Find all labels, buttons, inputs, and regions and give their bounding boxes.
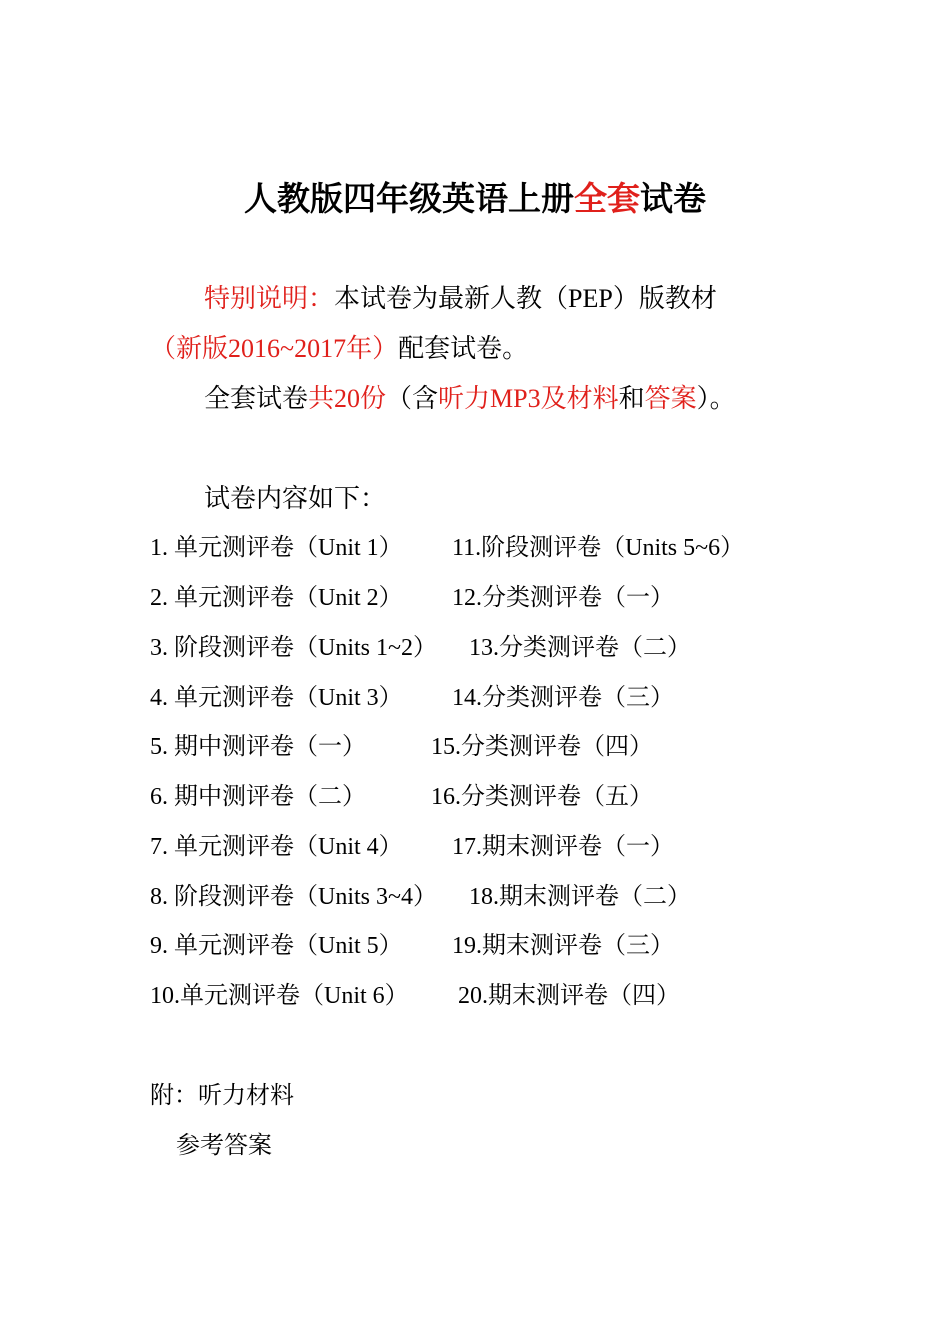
list-item: 1. 单元测评卷（Unit 1） bbox=[150, 535, 403, 561]
page-title bbox=[0, 176, 950, 224]
intro-line-3 bbox=[204, 381, 736, 417]
intro-3e: 和 bbox=[618, 384, 645, 413]
list-item: 13.分类测评卷（二） bbox=[469, 635, 691, 661]
list-item: 18.期末测评卷（二） bbox=[469, 884, 691, 910]
list-item: 20.期末测评卷（四） bbox=[458, 983, 680, 1009]
list-item: 17.期末测评卷（一） bbox=[452, 834, 674, 860]
list-item: 6. 期中测评卷（二） bbox=[150, 784, 366, 810]
intro-text-1: 本试卷为最新人教（PEP）版教材 bbox=[334, 284, 717, 313]
list-item: 7. 单元测评卷（Unit 4） bbox=[150, 834, 403, 860]
list-item: 10.单元测评卷（Unit 6） bbox=[150, 983, 409, 1009]
list-item: 5. 期中测评卷（一） bbox=[150, 734, 366, 760]
list-item: 12.分类测评卷（一） bbox=[452, 585, 674, 611]
list-item: 14.分类测评卷（三） bbox=[452, 685, 674, 711]
intro-edition: （新版2016~2017年） bbox=[150, 334, 399, 363]
title-part2: 试卷 bbox=[640, 182, 706, 218]
list-item: 15.分类测评卷（四） bbox=[431, 734, 653, 760]
intro-label: 特别说明： bbox=[204, 284, 335, 313]
intro-text-2: 配套试卷。 bbox=[398, 334, 529, 363]
list-item: 3. 阶段测评卷（Units 1~2） bbox=[150, 635, 437, 661]
appendix-answers: 参考答案 bbox=[176, 1133, 272, 1159]
title-highlight: 全套 bbox=[574, 182, 640, 218]
list-item: 8. 阶段测评卷（Units 3~4） bbox=[150, 884, 437, 910]
intro-3a: 全套试卷 bbox=[204, 384, 309, 413]
intro-3c: （含 bbox=[386, 384, 439, 413]
list-item: 11.阶段测评卷（Units 5~6） bbox=[452, 535, 745, 561]
intro-3f: 答案 bbox=[644, 384, 697, 413]
intro-3b: 共20份 bbox=[308, 384, 387, 413]
list-item: 19.期末测评卷（三） bbox=[452, 933, 674, 959]
intro-line-1 bbox=[204, 281, 717, 317]
title-part1: 人教版四年级英语上册 bbox=[244, 182, 574, 218]
list-item: 16.分类测评卷（五） bbox=[431, 784, 653, 810]
intro-line-2 bbox=[150, 331, 528, 367]
contents-heading: 试卷内容如下： bbox=[204, 484, 387, 513]
intro-3g: ）。 bbox=[696, 384, 736, 413]
list-item: 2. 单元测评卷（Unit 2） bbox=[150, 585, 403, 611]
intro-3d: 听力MP3及材料 bbox=[438, 384, 619, 413]
appendix-listening: 附：听力材料 bbox=[150, 1083, 294, 1109]
list-item: 9. 单元测评卷（Unit 5） bbox=[150, 933, 403, 959]
list-item: 4. 单元测评卷（Unit 3） bbox=[150, 685, 403, 711]
